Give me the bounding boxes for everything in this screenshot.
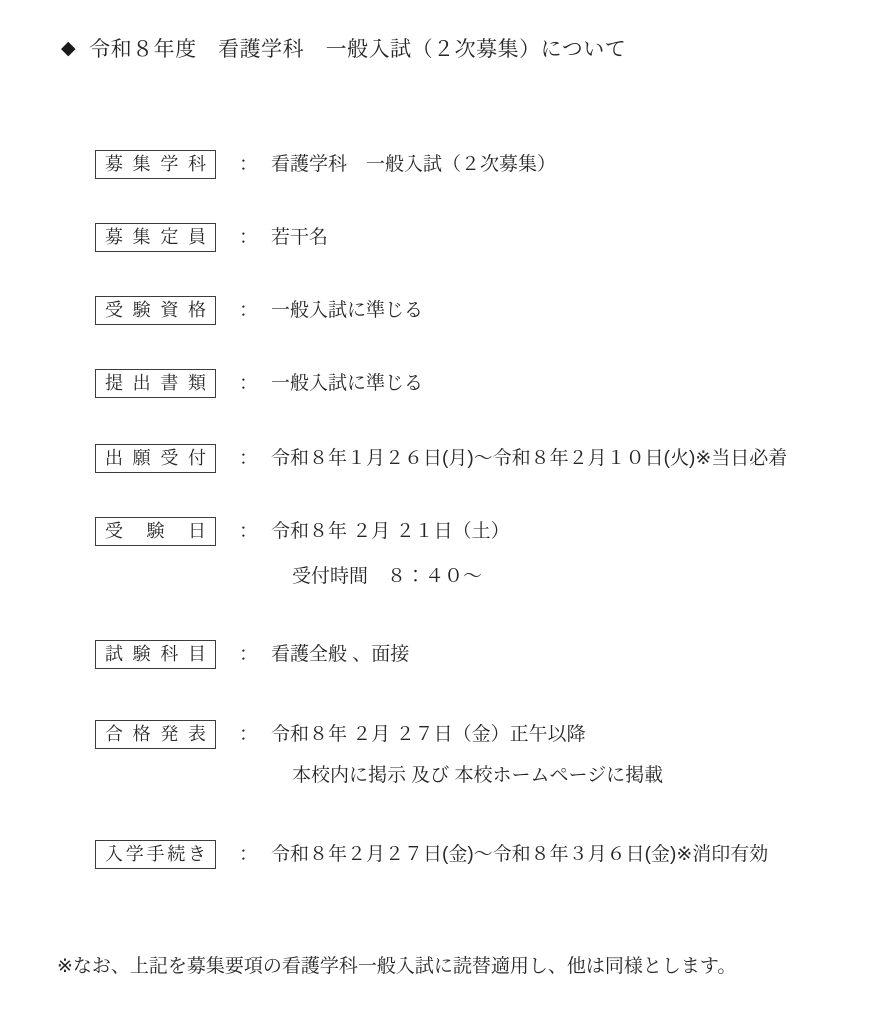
label-box [95, 720, 216, 749]
row-application-period [95, 444, 787, 473]
colon-separator: ： [239, 448, 259, 469]
page-title-text: 令和８年度 看護学科 一般入試（２次募集）について [89, 38, 627, 61]
colon-separator: ： [239, 154, 259, 175]
row-label: 募集定員 [105, 227, 206, 247]
row-label: 合格発表 [105, 724, 206, 744]
row-label: 提出書類 [105, 373, 206, 393]
row-label: 募集学科 [105, 154, 206, 174]
row-value: 看護学科 一般入試（２次募集） [271, 154, 557, 175]
row-label: 試験科目 [105, 644, 206, 664]
label-box [95, 640, 216, 669]
label-box [95, 517, 216, 546]
row-value: 令和８年１月２６日(月)～令和８年２月１０日(火)※当日必着 [271, 448, 788, 469]
row-enrollment-procedure [95, 840, 768, 869]
row-value: 令和８年 ２月 ２１日（土） [271, 521, 510, 542]
row-recruit-department [95, 150, 556, 179]
row-value: 令和８年２月２７日(金)～令和８年３月６日(金)※消印有効 [271, 844, 769, 865]
label-box [95, 840, 216, 869]
row-value: 看護全般 、面接 [271, 644, 410, 665]
label-box [95, 444, 216, 473]
row-value: 若干名 [271, 227, 329, 248]
row-documents [95, 369, 423, 398]
footer-note: ※なお、上記を募集要項の看護学科一般入試に読替適用し、他は同様とします。 [57, 956, 737, 977]
colon-separator: ： [239, 227, 259, 248]
label-box [95, 150, 216, 179]
row-eligibility [95, 296, 423, 325]
row-value: 一般入試に準じる [271, 373, 424, 394]
colon-separator: ： [239, 300, 259, 321]
colon-separator: ： [239, 844, 259, 865]
colon-separator: ： [239, 644, 259, 665]
row-label: 出願受付 [105, 448, 206, 468]
colon-separator: ： [239, 521, 259, 542]
row-value: 一般入試に準じる [271, 300, 424, 321]
label-box [95, 223, 216, 252]
row-value: 令和８年 ２月 ２７日（金）正午以降 [271, 724, 586, 745]
row-exam-date [95, 517, 510, 546]
row-label: 入学手続き [105, 844, 206, 864]
exam-date-reception-time: 受付時間 ８：４０～ [292, 566, 483, 587]
colon-separator: ： [239, 724, 259, 745]
results-posting-method: 本校内に掲示 及び 本校ホームページに掲載 [292, 765, 664, 786]
row-label: 受験資格 [105, 300, 206, 320]
label-box [95, 369, 216, 398]
colon-separator: ： [239, 373, 259, 394]
row-results-announcement [95, 720, 586, 749]
label-box [95, 296, 216, 325]
page-title [61, 33, 626, 63]
row-capacity [95, 223, 328, 252]
diamond-bullet-icon: ◆ [61, 37, 77, 59]
row-exam-subjects [95, 640, 409, 669]
row-label: 受験日 [105, 521, 206, 541]
